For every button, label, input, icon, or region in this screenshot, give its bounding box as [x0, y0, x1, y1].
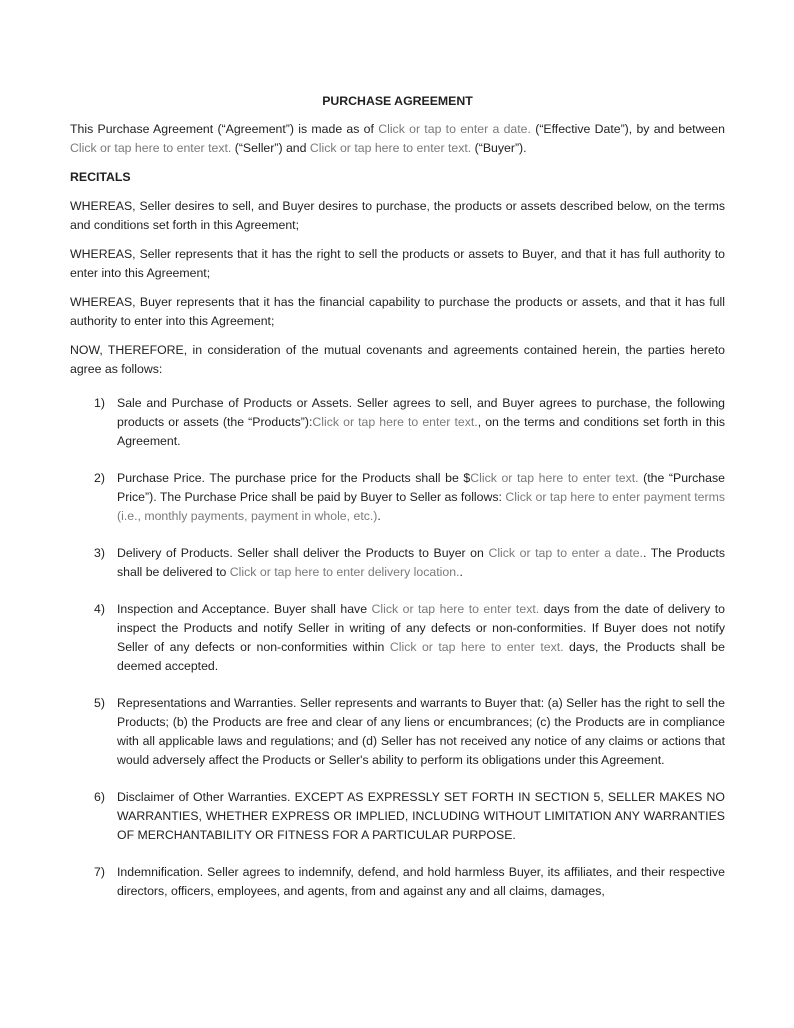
intro-text: (“Seller”) and [231, 141, 310, 155]
clause-text: Inspection and Acceptance. Buyer shall have [117, 602, 372, 616]
clause-item [70, 788, 725, 845]
clause-number: 5) [94, 696, 105, 710]
clause-item [70, 544, 725, 582]
clause-text: Representations and Warranties. Seller represents and warrants to Buyer that: (a) Seller has the right to sell the Products; (b) the Products are free and clear of any liens or encumbrances; (c) the Products are in compliance with all applicable laws and regulations; and (d) Seller has not received any notice of any claims or actions that would adversely affect the Products or Seller's ability to perform its obligations under this Agreement. [117, 696, 725, 767]
clause-text: , on the terms and conditions set forth in this Agreement. [117, 415, 725, 448]
clause-text: Delivery of Products. Seller shall deliver the Products to Buyer on [117, 546, 489, 560]
clause-item [70, 394, 725, 451]
clause-text: Indemnification. Seller agrees to indemnify, defend, and hold harmless Buyer, its affiliates, and their respective directors, officers, employees, and agents, from and against any and all claims, damages, [117, 865, 725, 898]
notice-days-field[interactable]: Click or tap here to enter text. [389, 640, 564, 654]
recitals-heading: RECITALS [70, 170, 131, 184]
clause-text: . [459, 565, 463, 579]
buyer-name-field[interactable]: Click or tap here to enter text. [309, 141, 472, 155]
clause-text: Disclaimer of Other Warranties. EXCEPT AS EXPRESSLY SET FORTH IN SECTION 5, SELLER MAKES NO WARRANTIES, WHETHER EXPRESS OR IMPLIED, INCLUDING WITHOUT LIMITATION ANY WARRANTIES OF MERCHANTABILITY OR FITNESS FOR A PARTICULAR PURPOSE. [117, 790, 725, 842]
intro-text: This Purchase Agreement (“Agreement”) is made as of [70, 122, 379, 136]
whereas-paragraph: WHEREAS, Buyer represents that it has the financial capability to purchase the products or assets, and that it has full authority to enter into this Agreement; [70, 295, 725, 328]
clause-text: Sale and Purchase of Products or Assets. Seller agrees to sell, and Buyer agrees to purchase, the following products or assets (the “Products”): [117, 396, 725, 429]
now-therefore-paragraph: NOW, THEREFORE, in consideration of the mutual covenants and agreements contained herein, the parties hereto agree as follows: [70, 343, 725, 376]
products-description-field[interactable]: Click or tap here to enter text. [312, 415, 478, 429]
intro-text: (“Effective Date”), by and between [530, 122, 725, 136]
intro-paragraph [70, 120, 725, 158]
document-title: PURCHASE AGREEMENT [322, 94, 473, 108]
purchase-price-field[interactable]: Click or tap here to enter text. [470, 471, 639, 485]
clause-text: . The Products shall be delivered to [117, 546, 725, 579]
inspection-days-field[interactable]: Click or tap here to enter text. [371, 602, 540, 616]
whereas-paragraph: WHEREAS, Seller desires to sell, and Buyer desires to purchase, the products or assets described below, on the terms and conditions set forth in this Agreement; [70, 199, 725, 232]
clause-item [70, 600, 725, 676]
clause-text: days from the date of delivery to inspect the Products and notify Seller in writing of any defects or non-conformities. If Buyer does not notify Seller of any defects or non-conformities within [117, 602, 725, 654]
clause-item [70, 863, 725, 901]
delivery-date-field[interactable]: Click or tap to enter a date. [488, 546, 643, 560]
clause-number: 6) [94, 790, 105, 804]
clause-number: 4) [94, 602, 105, 616]
clause-text: Purchase Price. The purchase price for the Products shall be $ [117, 471, 471, 485]
clause-list [70, 394, 725, 901]
clause-item [70, 469, 725, 526]
whereas-paragraph: WHEREAS, Seller represents that it has the right to sell the products or assets to Buyer, and that it has full authority to enter into this Agreement; [70, 247, 725, 280]
clause-number: 7) [94, 865, 105, 879]
delivery-location-field[interactable]: Click or tap here to enter delivery location. [229, 565, 460, 579]
clause-number: 1) [94, 396, 105, 410]
clause-number: 2) [94, 471, 105, 485]
clause-text: days, the Products shall be deemed accepted. [117, 640, 725, 673]
clause-text: . [377, 509, 381, 523]
payment-terms-field[interactable]: Click or tap here to enter payment terms (i.e., monthly payments, payment in whole, etc.) [117, 490, 725, 523]
clause-text: (the “Purchase Price”). The Purchase Price shall be paid by Buyer to Seller as follows: [117, 471, 725, 504]
intro-text: (“Buyer”). [471, 141, 527, 155]
seller-name-field[interactable]: Click or tap here to enter text. [70, 141, 232, 155]
document-page [70, 92, 725, 901]
effective-date-field[interactable]: Click or tap to enter a date. [378, 122, 531, 136]
clause-item [70, 694, 725, 770]
clause-number: 3) [94, 546, 105, 560]
